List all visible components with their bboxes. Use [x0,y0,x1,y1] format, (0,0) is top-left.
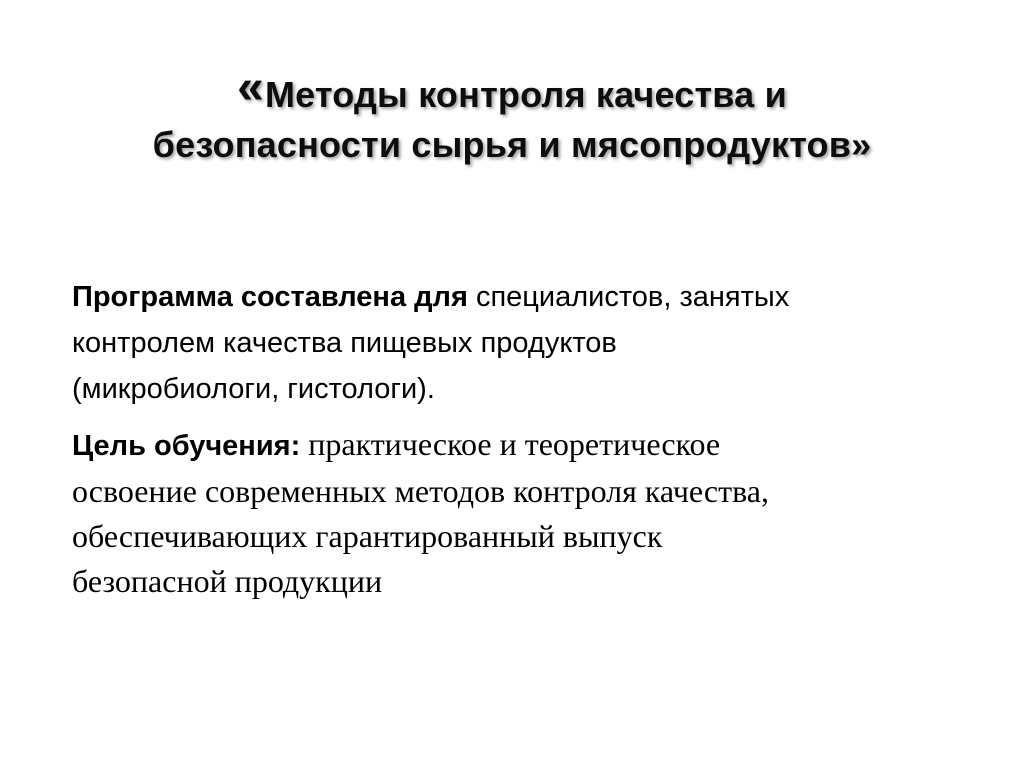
p2-lead: Цель обучения: [72,430,301,462]
p1-line-1-rest: специалистов, занятых [467,281,790,313]
p1-line-2: контролем качества пищевых продуктов [72,327,617,359]
p2-line-3: обеспечивающих гарантированный выпуск [72,518,663,554]
p1-line-3: (микробиологи, гистологи). [72,373,435,405]
p2-line-1-rest: практическое и теоретическое [300,426,721,462]
slide-body [72,274,962,604]
title-opening-quote: « [237,61,264,114]
title-line-1-text: Методы контроля качества и [264,74,787,115]
title-line-1 [60,61,964,120]
title-line-2: безопасности сырья и мясопродуктов» [152,124,872,165]
p2-line-2: освоение современных методов контроля качества, [72,473,769,509]
p1-lead: Программа составлена для [72,281,468,313]
p2-line-1 [72,422,962,469]
slide-title [60,61,964,170]
p1-line-1 [72,274,962,320]
program-audience-paragraph [72,274,962,412]
p2-line-4: безопасной продукции [72,563,383,599]
training-goal-paragraph [72,422,962,604]
